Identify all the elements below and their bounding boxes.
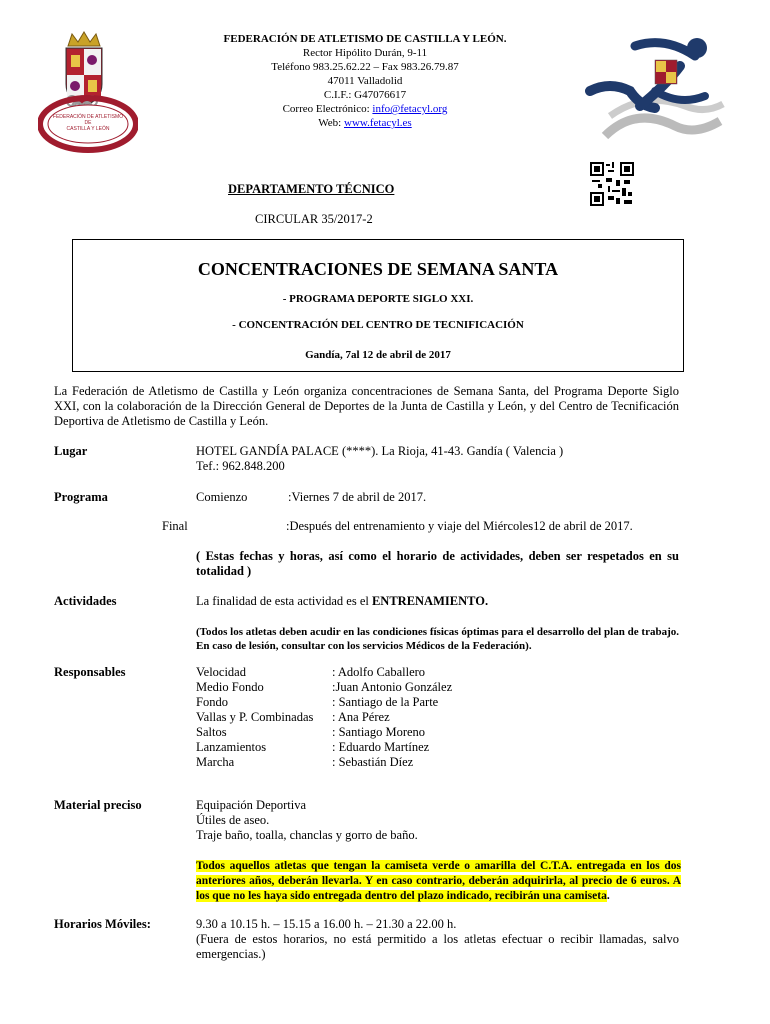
- tshirt-notice: Todos aquellos atletas que tengan la camiseta verde o amarilla del C.T.A. entregada en los dos anteriores años, deberán llevarla. Y en caso contrario, deberán adquirirla, al precio de 6 euros. A los que no les haya sido entregada dentro del plazo indicado, recibirán una camiseta.: [196, 860, 681, 902]
- responsable-row: Saltos : Santiago Moreno: [196, 725, 426, 739]
- horarios-times: 9.30 a 10.15 h. – 15.15 a 16.00 h. – 21.30 a 22.00 h.: [196, 917, 457, 931]
- org-address: Rector Hipólito Durán, 9-11: [302, 47, 428, 59]
- end-label: Final: [162, 519, 188, 533]
- programa-label: Programa: [54, 490, 108, 504]
- circular-number: CIRCULAR 35/2017-2: [255, 212, 373, 226]
- start-value: :Viernes 7 de abril de 2017.: [288, 490, 427, 504]
- logo-text-3: CASTILLA Y LEÓN: [66, 126, 110, 132]
- lugar-address: HOTEL GANDÍA PALACE (****). La Rioja, 41-43. Gandía ( Valencia ): [196, 444, 564, 458]
- runner-logo: [585, 36, 725, 154]
- logo-text-1: FEDERACIÓN DE ATLETISMO: [52, 114, 124, 120]
- federation-logo: [38, 28, 138, 158]
- program-line-1: - PROGRAMA DEPORTE SIGLO XXI.: [282, 293, 474, 305]
- org-email-line: Correo Electrónico: info@fetacyl.org: [282, 103, 448, 115]
- qr-code: [590, 162, 634, 206]
- org-web-line: Web: www.fetacyl.es: [318, 117, 412, 129]
- responsable-row: Marcha : Sebastián Díez: [196, 755, 414, 769]
- responsable-row: Lanzamientos : Eduardo Martínez: [196, 740, 430, 754]
- material-list: [196, 798, 418, 843]
- program-line-2: - CONCENTRACIÓN DEL CENTRO DE TECNIFICACIÓN: [232, 319, 524, 331]
- responsable-row: Medio Fondo :Juan Antonio González: [196, 680, 453, 694]
- material-item: Equipación Deportiva: [196, 798, 307, 812]
- material-item: Traje baño, toalla, chanclas y gorro de baño.: [196, 828, 418, 842]
- actividades-note: (Todos los atletas deben acudir en las condiciones físicas óptimas para el desarrollo del plan de trabajo. En caso de lesión, consultar con los servicios Médicos de la Federación).: [196, 626, 679, 652]
- responsable-row: Fondo : Santiago de la Parte: [196, 695, 439, 709]
- responsable-row: Vallas y P. Combinadas : Ana Pérez: [196, 710, 390, 724]
- responsables-list: [196, 665, 496, 770]
- actividades-label: Actividades: [54, 594, 117, 608]
- lugar-phone: Tef.: 962.848.200: [196, 459, 285, 473]
- web-link[interactable]: www.fetacyl.es: [344, 117, 412, 129]
- org-name: FEDERACIÓN DE ATLETISMO DE CASTILLA Y LEÓN.: [223, 33, 507, 45]
- department-title: DEPARTAMENTO TÉCNICO: [228, 182, 395, 196]
- org-city: 47011 Valladolid: [327, 75, 403, 87]
- material-label: Material preciso: [54, 798, 142, 812]
- lugar-label: Lugar: [54, 444, 88, 458]
- horarios-label: Horarios Móviles:: [54, 917, 151, 931]
- responsable-row: Velocidad : Adolfo Caballero: [196, 665, 426, 679]
- main-title: CONCENTRACIONES DE SEMANA SANTA: [197, 259, 559, 279]
- event-dates: Gandía, 7al 12 de abril de 2017: [305, 349, 451, 361]
- material-item: Útiles de aseo.: [196, 813, 270, 827]
- org-cif: C.I.F.: G47076617: [323, 89, 407, 101]
- actividades-text: La finalidad de esta actividad es el ENTRENAMIENTO.: [196, 594, 489, 608]
- email-link[interactable]: info@fetacyl.org: [372, 103, 448, 115]
- org-phone: Teléfono 983.25.62.22 – Fax 983.26.79.87: [271, 61, 459, 73]
- logo-text-2: DE: [84, 120, 92, 126]
- letterhead: [195, 32, 535, 130]
- title-box: [72, 239, 684, 372]
- responsables-label: Responsables: [54, 665, 126, 679]
- end-value: :Después del entrenamiento y viaje del Miércoles12 de abril de 2017.: [286, 519, 633, 533]
- horarios-note: (Fuera de estos horarios, no está permitido a los atletas efectuar o recibir llamadas, salvo emergencias.): [196, 932, 679, 961]
- intro-paragraph: La Federación de Atletismo de Castilla y León organiza concentraciones de Semana Santa, del Programa Deporte Siglo XXI, con la colaboración de la Dirección General de Deportes de la Junta de Castilla y León, y del Centro de Tecnificación Deportiva de Atletismo de Castilla y León.: [54, 384, 679, 428]
- schedule-note: ( Estas fechas y horas, así como el horario de actividades, deben ser respetados en su totalidad ): [196, 549, 679, 578]
- start-label: Comienzo: [196, 490, 248, 504]
